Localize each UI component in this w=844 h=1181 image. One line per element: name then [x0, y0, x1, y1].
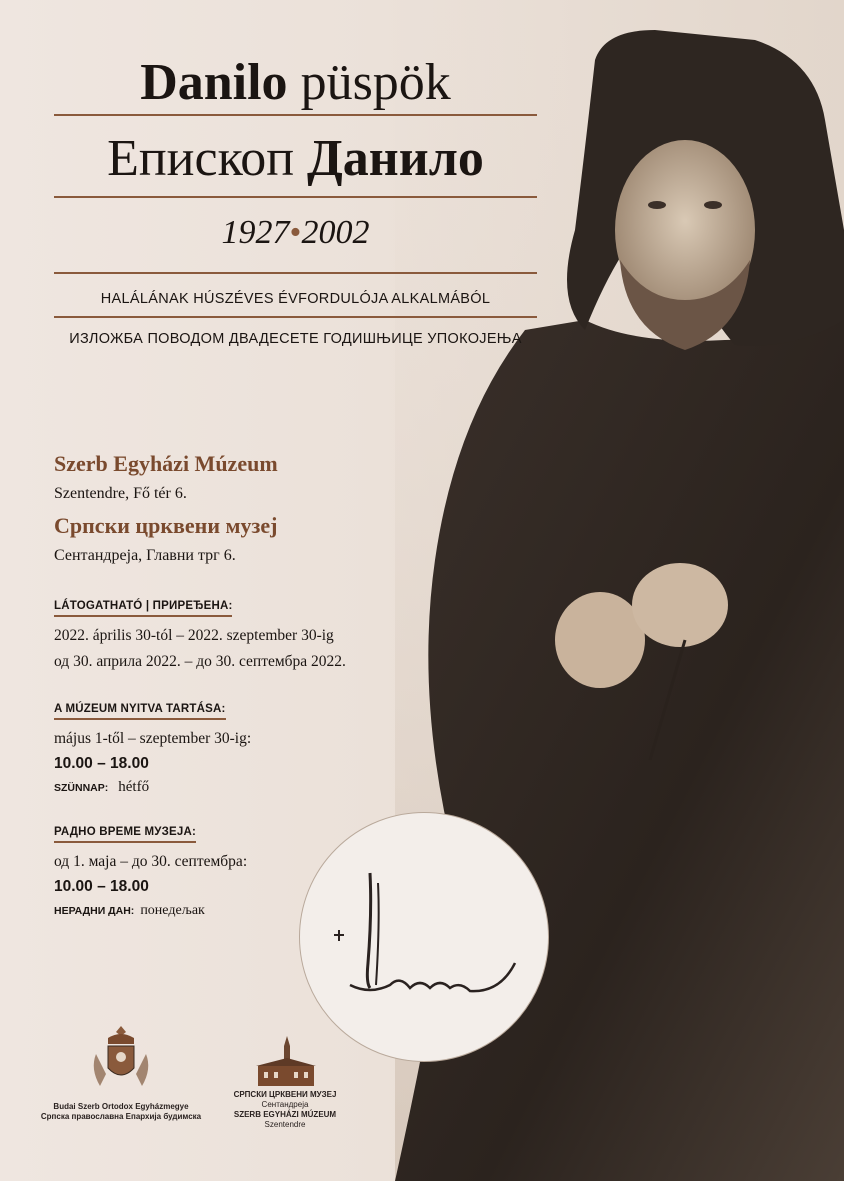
divider-rule [54, 196, 537, 198]
signature-image [300, 813, 548, 1061]
opening-period-hungarian: május 1-től – szeptember 30-ig: [54, 730, 252, 747]
museum-name-serbian: Српски црквени музеј [54, 513, 278, 538]
eparchy-coat-of-arms-icon [88, 1024, 154, 1096]
subtitle-serbian: ИЗЛОЖБА ПОВОДОМ ДВАДЕСЕТЕ ГОДИШЊИЦЕ УПОКОЈЕЊА [69, 331, 522, 347]
eparchy-name-serbian: Српска православна Епархија будимска [40, 1112, 202, 1121]
eparchy-name-hungarian: Budai Szerb Ortodox Egyházmegye [53, 1102, 189, 1111]
title-name-latin: Danilo [140, 54, 288, 111]
visit-label: LÁTOGATHATÓ | ПРИРЕЂЕНА: [54, 600, 232, 617]
closed-day-value: понедељак [140, 903, 205, 918]
years [54, 214, 537, 252]
subtitle-hungarian: HALÁLÁNAK HÚSZÉVES ÉVFORDULÓJA ALKALMÁBÓL [100, 291, 491, 307]
visit-dates-serbian: од 30. априла 2022. – до 30. септембра 2022. [54, 653, 346, 670]
opening-hours-label-hungarian: A MÚZEUM NYITVA TARTÁSA: [54, 703, 226, 720]
opening-hours-serbian: 10.00 – 18.00 [54, 878, 149, 895]
title-rank-latin: püspök [300, 54, 451, 111]
closed-day-label: SZÜNNAP: [54, 782, 109, 794]
museum-logo-name-serbian: СРПСКИ ЦРКВЕНИ МУЗЕЈ [233, 1090, 337, 1099]
museum-logo-city-serbian: Сентандреја [261, 1100, 309, 1109]
museum-logo-city-hungarian: Szentendre [264, 1120, 306, 1129]
title-name-cyrillic: Данило [307, 130, 484, 187]
museum-logo-name-hungarian: SZERB EGYHÁZI MÚZEUM [233, 1110, 337, 1119]
closed-day-hungarian [54, 778, 149, 796]
signature-circle [299, 812, 549, 1062]
year-start: 1927 [221, 214, 290, 251]
eparchy-caption [40, 1102, 202, 1122]
title-cyrillic [54, 128, 537, 190]
year-separator: • [289, 214, 302, 251]
divider-rule [54, 114, 537, 116]
visit-dates-hungarian: 2022. április 30-tól – 2022. szeptember 30-ig [54, 627, 334, 644]
museum-name-hungarian: Szerb Egyházi Múzeum [54, 451, 278, 476]
divider-rule [54, 272, 537, 274]
museum-address-serbian: Сентандреја, Главни трг 6. [54, 547, 236, 564]
museum-building-icon [254, 1036, 318, 1088]
museum-logo-caption [210, 1090, 360, 1130]
title-latin [54, 52, 537, 114]
opening-period-serbian: од 1. маја – до 30. септембра: [54, 853, 248, 870]
year-end: 2002 [301, 214, 370, 251]
opening-hours-label-serbian: РАДНО ВРЕМЕ МУЗЕЈА: [54, 826, 196, 843]
divider-rule [54, 316, 537, 318]
title-rank-cyrillic: Епископ [107, 130, 295, 187]
opening-hours-hungarian: 10.00 – 18.00 [54, 755, 149, 772]
museum-address-hungarian: Szentendre, Fő tér 6. [54, 485, 187, 502]
closed-day-serbian [54, 901, 205, 919]
closed-day-label: НЕРАДНИ ДАН: [54, 905, 135, 917]
closed-day-value: hétfő [118, 779, 150, 795]
